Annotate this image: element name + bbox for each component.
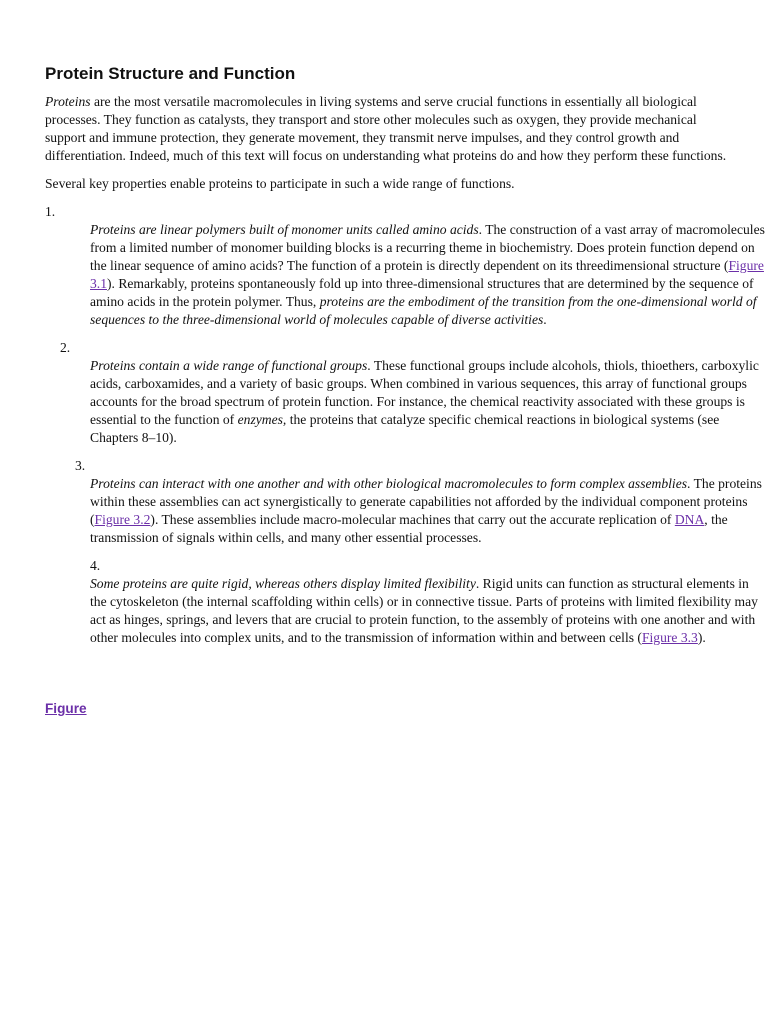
item-text-part: . Rigid units can function as structural elements in the cytoskeleton (the internal scaffolding within cells) or in connective tissue. Parts of proteins with limited flexibility may act as hinges, springs, and levers that are crucial to protein function, to the assembly of proteins with one another and with other molecules into complex units, and to the transmission of information within and between cells ( [90,576,758,645]
item-text-part: ). [697,630,706,645]
item-text-part: . [543,312,547,327]
list-item-text [90,357,766,447]
list-item-4 [45,557,758,647]
intro-text: are the most versatile macromolecules in living systems and serve crucial functions in essentially all biological processes. They function as catalysts, they transport and store other molecules such as oxygen, they provide mechanical support and immune protection, they generate movement, they transmit nerve impulses, and they control growth and differentiation. Indeed, much of this text will focus on understanding what proteins do and how they perform these functions. [45,94,727,163]
figure-3-1-link[interactable]: Figure 3.1 [90,258,764,291]
item-text-part: , the transmission of signals within cells, and many other essential processes. [90,512,728,545]
figure-link[interactable]: Figure [45,701,87,716]
item-emphasis: proteins are the embodiment of the transition from the one-dimensional world of sequences to the three-dimensional world of molecules capable of diverse activities [90,294,757,327]
list-item-text [90,221,766,329]
list-item-text [90,475,766,547]
lead-sentence: Several key properties enable proteins to participate in such a wide range of functions. [45,176,515,191]
list-item-1 [45,203,765,329]
item-emphasis: Proteins contain a wide range of functional groups [90,358,368,373]
intro-term: Proteins [45,94,91,109]
list-item-text [90,575,766,647]
item-emphasis: Some proteins are quite rigid, whereas others display limited flexibility [90,576,476,591]
item-text-part: . The construction of a vast array of macromolecules from a limited number of monomer building blocks is a recurring theme in biochemistry. Does protein function depend on the linear sequence of amino acids? The function of a protein is directly dependent on its threedimensional structure ( [90,222,765,273]
dna-link[interactable]: DNA [674,512,705,527]
item-emphasis: enzymes, [237,412,287,427]
intro-paragraph [45,93,738,165]
list-item-number: 3. [75,458,86,473]
list-item-number: 4. [90,558,101,573]
figure-3-2-link[interactable]: Figure 3.2 [94,512,151,527]
list-item-number: 1. [45,204,56,219]
item-text-part: ). These assemblies include macro-molecular machines that carry out the accurate replication of [150,512,675,527]
item-text-part: . These functional groups include alcohols, thiols, thioethers, carboxylic acids, carboxamides, and a variety of basic groups. When combined in various sequences, this array of functional groups accounts for the broad spectrum of protein function. For instance, the chemical reactivity associated with these groups is essential to the function of [90,358,759,427]
item-text-part: . The proteins within these assemblies can act synergistically to generate capabilities not afforded by the individual component proteins ( [90,476,762,527]
figure-3-3-link[interactable]: Figure 3.3 [641,630,698,645]
list-item-number: 2. [60,340,71,355]
list-item-3 [45,457,762,547]
page-title: Protein Structure and Function [45,64,296,83]
list-item-2 [45,339,759,447]
item-text-part: the proteins that catalyze specific chemical reactions in biological systems (see Chapters 8–10). [90,412,720,445]
item-emphasis: Proteins can interact with one another and with other biological macromolecules to form complex assemblies [90,476,688,491]
item-text-part: ). Remarkably, proteins spontaneously fold up into three-dimensional structures that are determined by the sequence of amino acids in the protein polymer. Thus, [90,276,754,309]
item-emphasis: Proteins are linear polymers built of monomer units called amino acids [90,222,479,237]
